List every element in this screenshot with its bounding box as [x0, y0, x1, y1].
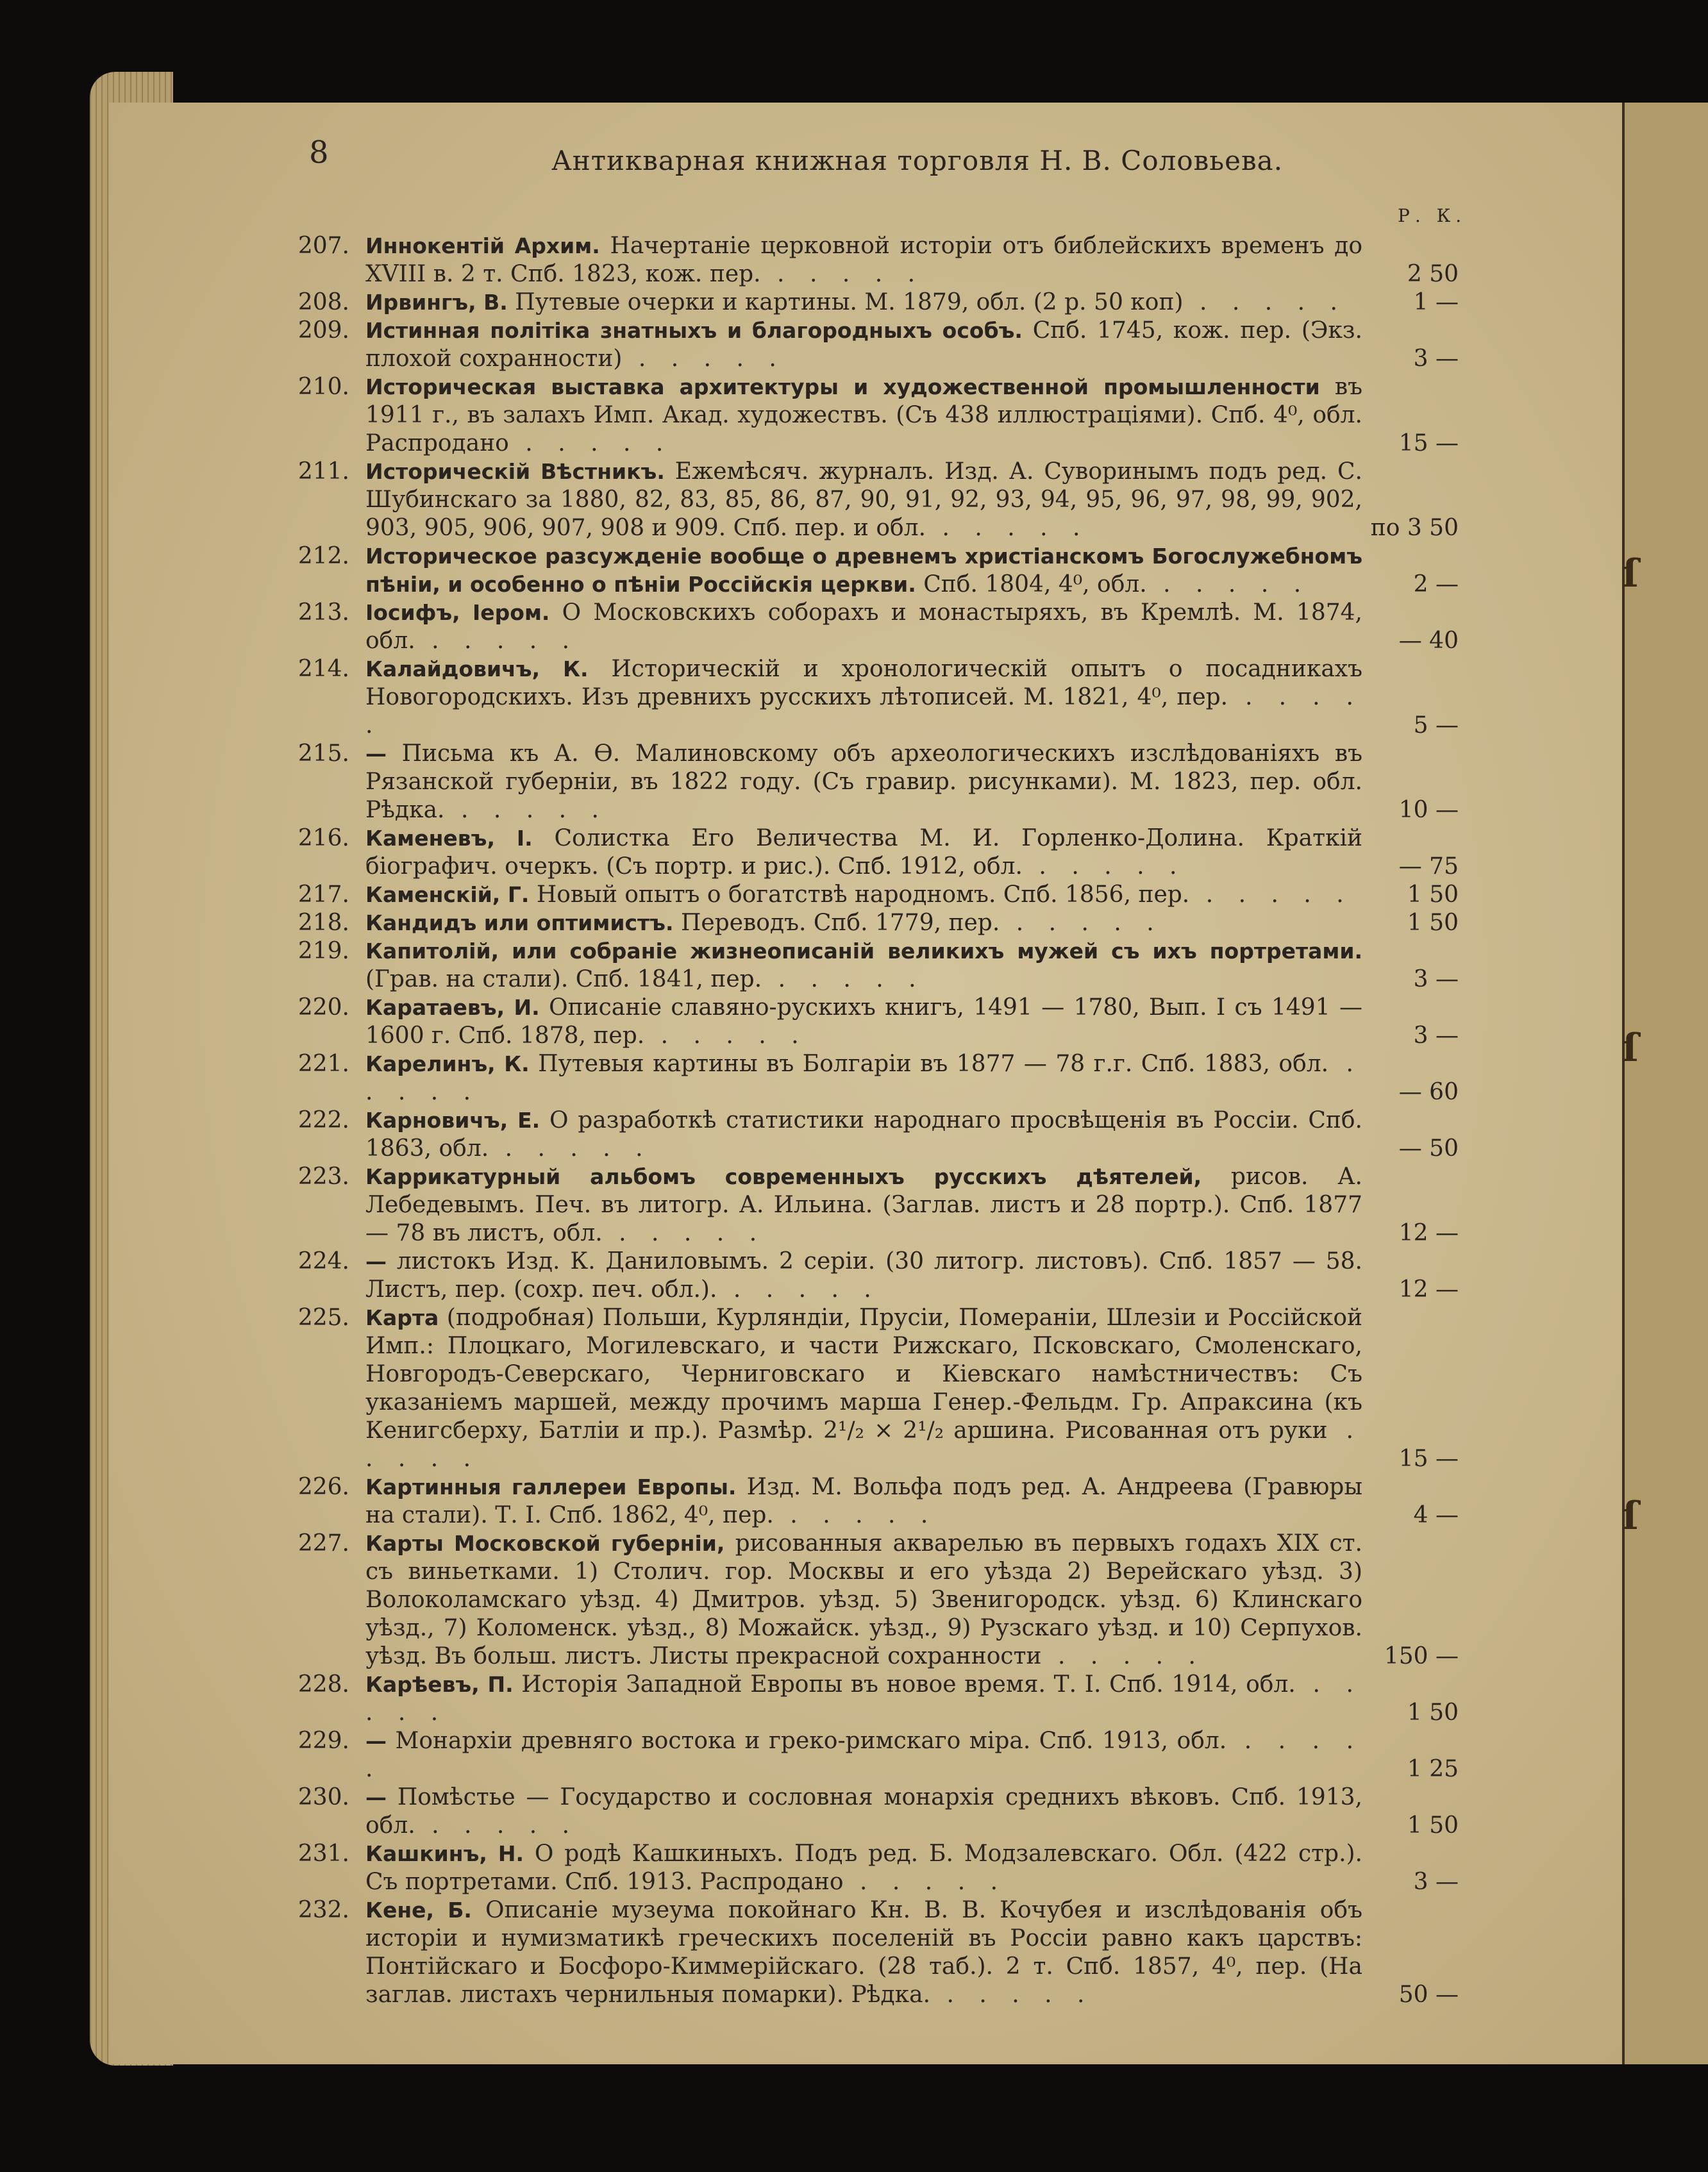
entry-description [365, 317, 1362, 373]
entry-number: 228. [297, 1671, 349, 1698]
entry-author-title: Іосифъ, Іером. [365, 600, 550, 625]
leader-dots: . . . . . [415, 628, 579, 654]
entry-description [365, 458, 1362, 542]
catalog-entry [292, 1163, 1459, 1248]
leader-dots: . . . . . [717, 1276, 880, 1303]
entry-number: 213. [297, 599, 349, 626]
entry-description [365, 994, 1362, 1050]
entry-text: Переводъ. Спб. 1779, пер. [673, 910, 1000, 936]
entry-text: въ 1911 г., въ залахъ Имп. Акад. художествъ. (Съ 438 иллюстраціями). Спб. 4⁰, обл. Распродано [365, 374, 1362, 456]
leader-dots: . . . . . [1189, 881, 1353, 908]
entry-price: 15 — [1398, 1446, 1459, 1472]
leader-dots: . . . . . [444, 797, 608, 823]
entry-text: Спб. 1745, кож. пер. (Экз. плохой сохранности) [365, 317, 1362, 372]
entry-author-title: — [365, 1249, 387, 1274]
catalog-entry [292, 1304, 1459, 1473]
entry-price: — 75 [1398, 853, 1459, 880]
leader-dots: . . . . . [930, 1982, 1094, 2008]
entry-price: 50 — [1398, 1982, 1459, 2008]
entry-description [365, 1304, 1362, 1473]
entry-description [365, 1727, 1362, 1784]
entry-text: О разработкѣ статистики народнаго просвѣщенія въ Россіи. Спб. 1863, обл. [365, 1107, 1362, 1162]
facing-page-mark: ſ [1622, 551, 1639, 596]
entry-description [365, 599, 1362, 655]
entry-description [365, 1840, 1362, 1896]
entry-text: Изд. М. Вольфа подъ ред. А. Андреева (Гравюры на стали). Т. I. Спб. 1862, 4⁰, пер. [365, 1474, 1362, 1528]
entry-price: 3 — [1413, 346, 1459, 372]
entry-description [365, 1671, 1362, 1727]
entry-price: 2 — [1413, 571, 1459, 597]
catalog-entry [292, 740, 1459, 824]
leader-dots: . . . . . [926, 515, 1089, 541]
entry-description [365, 1163, 1362, 1248]
entry-text: Описаніе славяно-рускихъ книгъ, 1491 — 1780, Вып. I съ 1491 — 1600 г. Спб. 1878, пер. [365, 994, 1362, 1049]
entry-number: 230. [297, 1784, 349, 1810]
entry-description [365, 288, 1362, 317]
entry-number: 227. [297, 1530, 349, 1557]
entry-price: 1 — [1413, 289, 1459, 315]
entry-text: листокъ Изд. К. Даниловымъ. 2 серіи. (30 литогр. листовъ). Спб. 1857 — 58. Листъ, пер. (сохр. печ. обл.). [365, 1248, 1362, 1303]
entry-text: Письма къ А. Ѳ. Малиновскому объ археологическихъ изслѣдованіяхъ въ Рязанской губерніи, въ 1822 году. (Съ гравир. рисунками). М. 1823, пер. обл. Рѣдка. [365, 740, 1362, 823]
catalog-entry [292, 599, 1459, 655]
page-number: 8 [309, 135, 329, 171]
entry-number: 220. [297, 994, 349, 1021]
entry-price: 4 — [1413, 1502, 1459, 1528]
entry-price: 1 25 [1407, 1756, 1459, 1782]
entry-text: О родѣ Кашкиныхъ. Подъ ред. Б. Модзалевскаго. Обл. (422 стр.). Съ портретами. Спб. 1913. Распродано [365, 1841, 1362, 1895]
catalog-entry [292, 288, 1459, 317]
leader-dots: . . . . . [602, 1220, 766, 1246]
entry-price: 2 50 [1407, 261, 1459, 287]
entry-number: 218. [297, 910, 349, 936]
entry-author-title: Кене, Б. [365, 1898, 472, 1923]
catalog-entries [292, 232, 1459, 2009]
entry-text: Спб. 1804, 4⁰, обл. [916, 571, 1147, 597]
leader-dots: . . . . . [773, 1502, 937, 1528]
catalog-entry [292, 232, 1459, 288]
catalog-entry [292, 994, 1459, 1050]
catalog-entry [292, 824, 1459, 881]
entry-text: Историческій и хронологическій опытъ о посадникахъ Новогородскихъ. Изъ древнихъ русскихъ лѣтописей. М. 1821, 4⁰, пер. [365, 656, 1362, 710]
entry-author-title: Карта [365, 1305, 439, 1330]
entry-description [365, 937, 1362, 994]
entry-number: 223. [297, 1164, 349, 1190]
catalog-entry [292, 655, 1459, 740]
catalog-entry [292, 1050, 1459, 1107]
facing-page-edge [1622, 103, 1708, 2064]
entry-text: рисов. А. Лебедевымъ. Печ. въ литогр. А. Ильина. (Заглав. листъ и 28 портр.). Спб. 1877 — 78 въ листъ, обл. [365, 1164, 1362, 1246]
entry-price: 10 — [1398, 797, 1459, 823]
entry-author-title: Кандидъ или оптимистъ. [365, 910, 674, 935]
catalog-entry [292, 1473, 1459, 1530]
entry-price: 3 — [1413, 1023, 1459, 1049]
catalog-entry [292, 1248, 1459, 1304]
entry-author-title: — [365, 741, 387, 766]
entry-author-title: Иннокентій Архим. [365, 233, 600, 258]
catalog-entry [292, 458, 1459, 542]
entry-number: 216. [297, 825, 349, 851]
entry-price: 1 50 [1407, 1812, 1459, 1839]
running-head: Антикварная книжная торговля Н. В. Соловьева. [551, 145, 1284, 176]
catalog-entry [292, 937, 1459, 994]
leader-dots: . . . . . [365, 1728, 1363, 1782]
entry-number: 226. [297, 1474, 349, 1500]
entry-number: 222. [297, 1107, 349, 1133]
entry-author-title: Историческая выставка архитектуры и художественной промышленности [365, 374, 1320, 399]
entry-description [365, 1050, 1362, 1107]
entry-price: 12 — [1398, 1220, 1459, 1246]
leader-dots: . . . . . [1022, 853, 1186, 880]
leader-dots: . . . . . [760, 261, 925, 287]
leader-dots: . . . . . [644, 1023, 808, 1049]
catalog-entry [292, 1840, 1459, 1896]
entry-number: 215. [297, 740, 349, 767]
entry-author-title: Карѣевъ, П. [365, 1672, 514, 1697]
entry-text: Начертаніе церковной исторіи отъ библейскихъ временъ до XVIII в. 2 т. Спб. 1823, кож. пер. [365, 233, 1362, 287]
entry-description [365, 655, 1362, 740]
catalog-entry [292, 909, 1459, 937]
entry-price: 15 — [1398, 430, 1459, 456]
entry-number: 232. [297, 1897, 349, 1923]
entry-text: О Московскихъ соборахъ и монастыряхъ, въ Кремлѣ. М. 1874, обл. [365, 599, 1362, 654]
entry-number: 221. [297, 1051, 349, 1077]
entry-author-title: Ирвингъ, В. [365, 290, 508, 315]
entry-number: 219. [297, 938, 349, 964]
entry-description [365, 1248, 1362, 1304]
entry-description [365, 881, 1362, 909]
entry-text: (подробная) Польши, Курляндіи, Прусіи, Помераніи, Шлезіи и Россійской Имп.: Плоцкаго, Могилевскаго, и части Рижскаго, Псковскаго, Смоленскаго, Новгородъ-Северскаго, Черниговскаго и Кіевскаго намѣстничествъ: Съ указаніемъ маршей, между прочимъ марша Генер.-Фельдм. Гр. Апраксина (къ Кенигсберху, Батліи и пр.). Размѣр. 2¹/₂ × 2¹/₂ аршина. Рисованная отъ руки [365, 1305, 1362, 1444]
price-column-header: Р. К. [1398, 205, 1467, 226]
catalog-entry [292, 317, 1459, 373]
entry-description [365, 909, 1362, 937]
entry-price: — 60 [1398, 1079, 1459, 1105]
catalog-entry [292, 1530, 1459, 1671]
facing-page-mark: ſ [1622, 1026, 1639, 1071]
entry-description [365, 542, 1362, 599]
entry-author-title: — [365, 1785, 387, 1810]
entry-text: Солистка Его Величества М. И. Горленко-Долина. Краткій біографич. очеркъ. (Съ портр. и рис.). Спб. 1912, обл. [365, 825, 1362, 880]
leader-dots: . . . . . [365, 1051, 1362, 1105]
entry-author-title: — [365, 1728, 387, 1753]
entry-number: 217. [297, 881, 349, 908]
leader-dots: . . . . . [1146, 571, 1310, 597]
entry-price: 150 — [1384, 1643, 1459, 1669]
entry-description [365, 1530, 1362, 1671]
catalog-entry [292, 1896, 1459, 2009]
entry-price: 1 50 [1407, 1700, 1459, 1726]
entry-author-title: Карелинъ, К. [365, 1051, 530, 1076]
catalog-entry [292, 373, 1459, 458]
entry-number: 231. [297, 1841, 349, 1867]
entry-text: Описаніе музеума покойнаго Кн. В. В. Кочубея и изслѣдованія объ исторіи и нумизматикѣ греческихъ поселеній въ Россіи равно какъ царствъ: Понтійскаго и Босфоро-Киммерійскаго. (28 таб.). 2 т. Спб. 1857, 4⁰, пер. (На заглав. листахъ чернильныя помарки). Рѣдка. [365, 1897, 1362, 2008]
entry-number: 225. [297, 1305, 349, 1331]
catalog-entry [292, 1784, 1459, 1840]
leader-dots: . . . . . [365, 1417, 1362, 1472]
entry-author-title: Капитолій, или собраніе жизнеописаній великихъ мужей съ ихъ портретами. [365, 939, 1362, 964]
catalog-entry [292, 1671, 1459, 1727]
entry-author-title: Каменевъ, І. [365, 826, 533, 851]
leader-dots: . . . . . [762, 966, 925, 992]
entry-text: Монархіи древняго востока и греко-римскаго міра. Спб. 1913, обл. [387, 1728, 1227, 1754]
entry-price: 1 50 [1407, 881, 1459, 908]
entry-price: 5 — [1413, 712, 1459, 739]
entry-number: 210. [297, 374, 349, 400]
entry-price: — 40 [1398, 628, 1459, 654]
catalog-entry [292, 881, 1459, 909]
leader-dots: . . . . . [1000, 910, 1163, 936]
entry-price: 12 — [1398, 1276, 1459, 1303]
entry-text: Исторія Западной Европы въ новое время. Т. I. Спб. 1914, обл. [513, 1671, 1296, 1698]
entry-author-title: Каратаевъ, И. [365, 995, 540, 1020]
entry-number: 207. [297, 233, 349, 259]
entry-author-title: Каррикатурный альбомъ современныхъ русскихъ дѣятелей, [365, 1164, 1202, 1189]
entry-description [365, 1473, 1362, 1530]
entry-description [365, 232, 1362, 288]
entry-author-title: Карты Московской губерніи, [365, 1531, 725, 1556]
leader-dots: . . . . . [1183, 289, 1346, 315]
entry-author-title: Картинныя галлереи Европы. [365, 1474, 737, 1500]
entry-description [365, 740, 1362, 824]
entry-price: 3 — [1413, 1869, 1459, 1895]
entry-description [365, 373, 1362, 458]
catalog-entry [292, 542, 1459, 599]
entry-author-title: Историческое разсужденіе вообще о древнемъ христіанскомъ Богослужебномъ пѣніи, и особенно о пѣніи Россійскія церкви. [365, 544, 1362, 597]
entry-text: Путевые очерки и картины. М. 1879, обл. (2 р. 50 коп) [507, 289, 1184, 315]
entry-author-title: Каменскій, Г. [365, 882, 530, 907]
leader-dots: . . . . . [365, 684, 1362, 739]
entry-description [365, 1107, 1362, 1163]
entry-author-title: Карновичъ, Е. [365, 1108, 540, 1133]
entry-description [365, 824, 1362, 881]
entry-price: — 50 [1398, 1135, 1459, 1162]
entry-text: Помѣстье — Государство и сословная монархія среднихъ вѣковъ. Спб. 1913, обл. [365, 1784, 1362, 1839]
entry-price: 3 — [1413, 966, 1459, 992]
entry-number: 208. [297, 289, 349, 315]
entry-number: 211. [297, 458, 349, 485]
leader-dots: . . . . . [1041, 1643, 1205, 1669]
entry-description [365, 1784, 1362, 1840]
entry-author-title: Историческій Вѣстникъ. [365, 459, 665, 484]
entry-text: Новый опытъ о богатствѣ народномъ. Спб. 1856, пер. [529, 881, 1190, 908]
leader-dots: . . . . . [508, 430, 673, 456]
entry-number: 229. [297, 1728, 349, 1754]
entry-text: Путевыя картины въ Болгаріи въ 1877 — 78 г.г. Спб. 1883, обл. [529, 1051, 1329, 1077]
leader-dots: . . . . . [843, 1869, 1007, 1895]
entry-text: Ежемѣсяч. журналъ. Изд. А. Суворинымъ подъ ред. С. Шубинскаго за 1880, 82, 83, 85, 86, 87, 90, 91, 92, 93, 94, 95, 96, 97, 98, 99, 902, 903, 905, 906, 907, 908 и 909. Спб. пер. и обл. [365, 458, 1362, 541]
entry-author-title: Калайдовичъ, К. [365, 656, 589, 681]
facing-page-mark: ſ [1622, 1494, 1639, 1539]
entry-number: 212. [297, 543, 349, 569]
catalog-entry [292, 1727, 1459, 1784]
entry-text: рисованныя акварелью въ первыхъ годахъ XIX ст. съ виньетками. 1) Столич. гор. Москвы и его уѣзда 2) Верейскаго уѣзд. 3) Волоколамскаго уѣзд. 4) Дмитров. уѣзд. 5) Звенигородск. уѣзд. 6) Клинскаго уѣзд., 7) Коломенск. уѣзд., 8) Можайск. уѣзд., 9) Рузскаго уѣзд. и 10) Серпухов. уѣзд. Въ больш. листъ. Листы прекрасной сохранности [365, 1530, 1362, 1669]
entry-number: 209. [297, 317, 349, 344]
entry-author-title: Истинная політіка знатныхъ и благородныхъ особъ. [365, 318, 1023, 343]
leader-dots: . . . . . [489, 1135, 652, 1162]
entry-author-title: Кашкинъ, Н. [365, 1841, 524, 1866]
entry-description [365, 1896, 1362, 2009]
leader-dots: . . . . . [365, 1671, 1362, 1726]
entry-text: (Грав. на стали). Спб. 1841, пер. [365, 966, 762, 992]
entry-price: 1 50 [1407, 910, 1459, 936]
entry-price: по 3 50 [1370, 515, 1459, 541]
entry-number: 214. [297, 656, 349, 682]
catalog-entry [292, 1107, 1459, 1163]
leader-dots: . . . . . [622, 346, 785, 372]
entry-number: 224. [297, 1248, 349, 1274]
leader-dots: . . . . . [415, 1812, 579, 1839]
